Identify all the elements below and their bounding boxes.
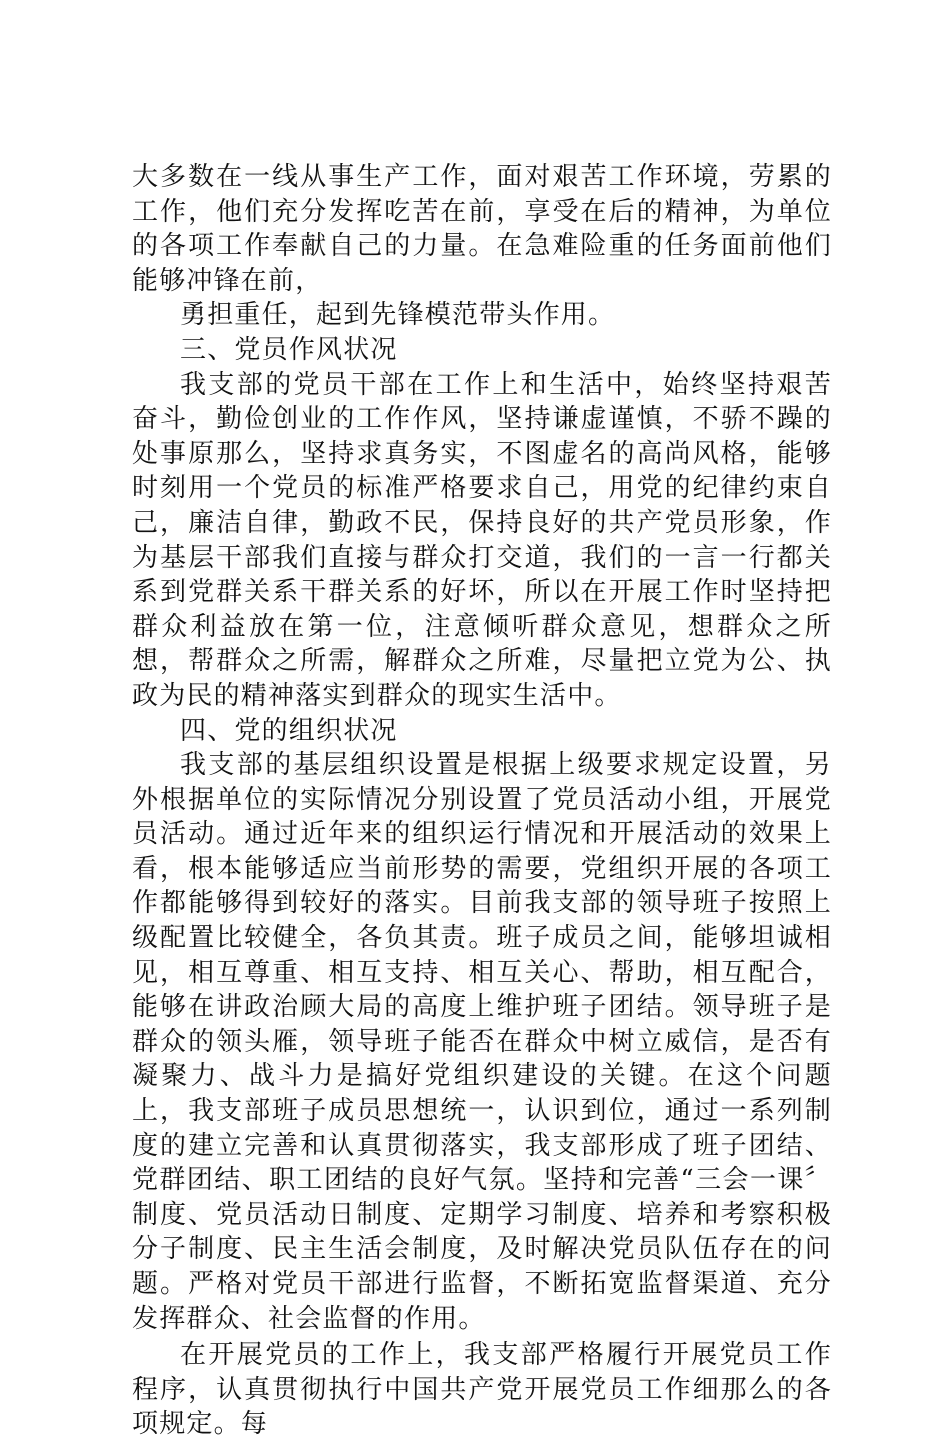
section-heading-member-conduct: 三、党员作风状况 xyxy=(180,334,398,365)
paragraph-vanguard-role: 勇担重任，起到先锋模范带头作用。 xyxy=(180,300,616,331)
paragraph-member-development: 在开展党员的工作上，我支部严格履行开展党员工作程序，认真贯彻执行中国共产党开展党员工作细那么的各项规定。每 xyxy=(132,1340,832,1440)
section-heading-party-organization: 四、党的组织状况 xyxy=(180,715,398,746)
paragraph-continuation: 大多数在一线从事生产工作，面对艰苦工作环境，劳累的工作，他们充分发挥吃苦在前，享受在后的精神，为单位的各项工作奉献自己的力量。在急难险重的任务面前他们能够冲锋在前， xyxy=(132,162,832,296)
paragraph-party-organization: 我支部的基层组织设置是根据上级要求规定设置，另外根据单位的实际情况分别设置了党员活动小组，开展党员活动。通过近年来的组织运行情况和开展活动的效果上看，根本能够适应当前形势的需要，党组织开展的各项工作都能够得到较好的落实。目前我支部的领导班子按照上级配置比较健全，各负其责。班子成员之间，能够坦诚相见，相互尊重、相互支持、相互关心、帮助，相互配合，能够在讲政治顾大局的高度上维护班子团结。领导班子是群众的领头雁，领导班子能否在群众中树立威信，是否有凝聚力、战斗力是搞好党组织建设的关键。在这个问题上，我支部班子成员思想统一，认识到位，通过一系列制度的建立完善和认真贯彻落实，我支部形成了班子团结、党群团结、职工团结的良好气氛。坚持和完善“三会一课〞制度、党员活动日制度、定期学习制度、培养和考察积极分子制度、民主生活会制度，及时解决党员队伍存在的问题。严格对党员干部进行监督，不断拓宽监督渠道、充分发挥群众、社会监督的作用。 xyxy=(132,750,832,1334)
document-body xyxy=(132,160,832,1442)
paragraph-member-conduct: 我支部的党员干部在工作上和生活中，始终坚持艰苦奋斗，勤俭创业的工作作风，坚持谦虚谨慎，不骄不躁的处事原那么，坚持求真务实，不图虚名的高尚风格，能够时刻用一个党员的标准严格要求自己，用党的纪律约束自己，廉洁自律，勤政不民，保持良好的共产党员形象，作为基层干部我们直接与群众打交道，我们的一言一行都关系到党群关系干群关系的好坏，所以在开展工作时坚持把群众利益放在第一位，注意倾听群众意见，想群众之所想，帮群众之所需，解群众之所难，尽量把立党为公、执政为民的精神落实到群众的现实生活中。 xyxy=(132,369,832,711)
